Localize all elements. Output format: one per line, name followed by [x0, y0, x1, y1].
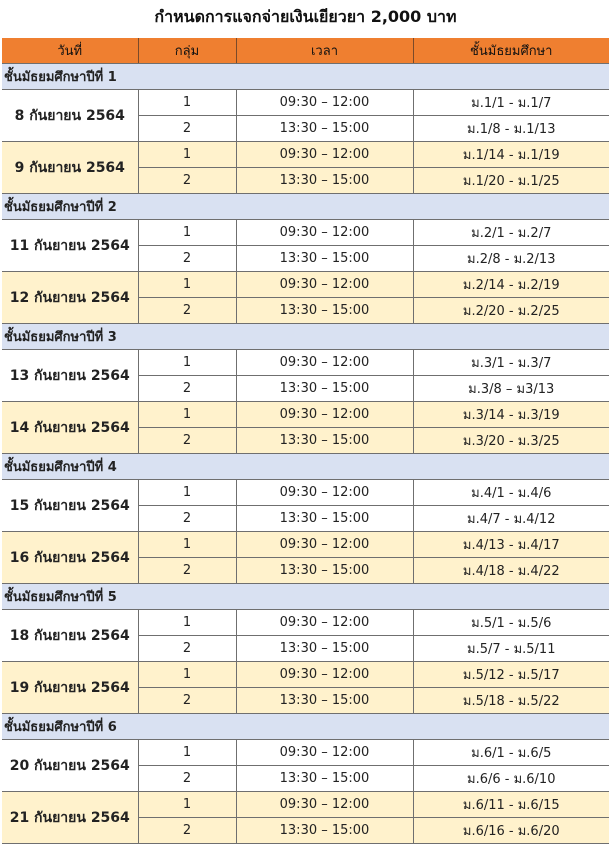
- group-cell: 2: [138, 766, 236, 792]
- time-cell: 09:30 – 12:00: [236, 142, 413, 168]
- level-label: ชั้นมัธยมศึกษาปีที่ 3: [2, 324, 609, 350]
- classes-cell: ม.5/7 - ม.5/11: [413, 636, 609, 662]
- group-cell: 1: [138, 662, 236, 688]
- group-cell: 1: [138, 792, 236, 818]
- header-classes: ชั้นมัธยมศึกษา: [413, 38, 609, 64]
- time-cell: 13:30 – 15:00: [236, 298, 413, 324]
- group-cell: 1: [138, 532, 236, 558]
- date-cell: 11 กันยายน 2564: [2, 220, 138, 272]
- header-group: กลุ่ม: [138, 38, 236, 64]
- time-cell: 09:30 – 12:00: [236, 740, 413, 766]
- time-cell: 13:30 – 15:00: [236, 688, 413, 714]
- group-cell: 1: [138, 142, 236, 168]
- date-cell: 16 กันยายน 2564: [2, 532, 138, 584]
- level-label: ชั้นมัธยมศึกษาปีที่ 1: [2, 64, 609, 90]
- classes-cell: ม.4/18 - ม.4/22: [413, 558, 609, 584]
- date-cell: 8 กันยายน 2564: [2, 90, 138, 142]
- classes-cell: ม.2/20 - ม.2/25: [413, 298, 609, 324]
- time-cell: 09:30 – 12:00: [236, 350, 413, 376]
- classes-cell: ม.5/1 - ม.5/6: [413, 610, 609, 636]
- date-cell: 21 กันยายน 2564: [2, 792, 138, 844]
- time-cell: 09:30 – 12:00: [236, 90, 413, 116]
- group-cell: 2: [138, 298, 236, 324]
- table-row: [2, 792, 609, 818]
- date-cell: 15 กันยายน 2564: [2, 480, 138, 532]
- time-cell: 09:30 – 12:00: [236, 610, 413, 636]
- date-cell: 9 กันยายน 2564: [2, 142, 138, 194]
- classes-cell: ม.2/1 - ม.2/7: [413, 220, 609, 246]
- classes-cell: ม.4/13 - ม.4/17: [413, 532, 609, 558]
- classes-cell: ม.3/1 - ม.3/7: [413, 350, 609, 376]
- group-cell: 2: [138, 558, 236, 584]
- time-cell: 13:30 – 15:00: [236, 428, 413, 454]
- group-cell: 1: [138, 480, 236, 506]
- header-time: เวลา: [236, 38, 413, 64]
- schedule-table: [2, 38, 609, 844]
- time-cell: 09:30 – 12:00: [236, 662, 413, 688]
- classes-cell: ม.6/6 - ม.6/10: [413, 766, 609, 792]
- group-cell: 1: [138, 740, 236, 766]
- group-cell: 1: [138, 272, 236, 298]
- level-row: [2, 454, 609, 480]
- group-cell: 2: [138, 246, 236, 272]
- classes-cell: ม.6/1 - ม.6/5: [413, 740, 609, 766]
- group-cell: 2: [138, 428, 236, 454]
- level-label: ชั้นมัธยมศึกษาปีที่ 5: [2, 584, 609, 610]
- level-label: ชั้นมัธยมศึกษาปีที่ 6: [2, 714, 609, 740]
- time-cell: 13:30 – 15:00: [236, 558, 413, 584]
- table-row: [2, 142, 609, 168]
- time-cell: 09:30 – 12:00: [236, 532, 413, 558]
- time-cell: 13:30 – 15:00: [236, 116, 413, 142]
- time-cell: 09:30 – 12:00: [236, 272, 413, 298]
- header-row: [2, 38, 609, 64]
- level-row: [2, 194, 609, 220]
- time-cell: 13:30 – 15:00: [236, 376, 413, 402]
- classes-cell: ม.4/7 - ม.4/12: [413, 506, 609, 532]
- group-cell: 1: [138, 350, 236, 376]
- date-cell: 18 กันยายน 2564: [2, 610, 138, 662]
- time-cell: 09:30 – 12:00: [236, 220, 413, 246]
- table-row: [2, 532, 609, 558]
- group-cell: 2: [138, 116, 236, 142]
- group-cell: 2: [138, 168, 236, 194]
- time-cell: 13:30 – 15:00: [236, 766, 413, 792]
- group-cell: 2: [138, 818, 236, 844]
- date-cell: 19 กันยายน 2564: [2, 662, 138, 714]
- table-row: [2, 90, 609, 116]
- group-cell: 2: [138, 506, 236, 532]
- level-label: ชั้นมัธยมศึกษาปีที่ 4: [2, 454, 609, 480]
- table-row: [2, 480, 609, 506]
- classes-cell: ม.2/14 - ม.2/19: [413, 272, 609, 298]
- time-cell: 13:30 – 15:00: [236, 168, 413, 194]
- time-cell: 13:30 – 15:00: [236, 636, 413, 662]
- classes-cell: ม.6/11 - ม.6/15: [413, 792, 609, 818]
- time-cell: 09:30 – 12:00: [236, 402, 413, 428]
- time-cell: 13:30 – 15:00: [236, 818, 413, 844]
- table-row: [2, 402, 609, 428]
- table-row: [2, 662, 609, 688]
- table-row: [2, 350, 609, 376]
- classes-cell: ม.3/8 – ม3/13: [413, 376, 609, 402]
- table-row: [2, 740, 609, 766]
- group-cell: 1: [138, 402, 236, 428]
- group-cell: 2: [138, 376, 236, 402]
- time-cell: 13:30 – 15:00: [236, 246, 413, 272]
- classes-cell: ม.1/20 - ม.1/25: [413, 168, 609, 194]
- classes-cell: ม.3/14 - ม.3/19: [413, 402, 609, 428]
- table-row: [2, 272, 609, 298]
- time-cell: 09:30 – 12:00: [236, 480, 413, 506]
- classes-cell: ม.3/20 - ม.3/25: [413, 428, 609, 454]
- level-row: [2, 64, 609, 90]
- classes-cell: ม.1/14 - ม.1/19: [413, 142, 609, 168]
- classes-cell: ม.1/8 - ม.1/13: [413, 116, 609, 142]
- level-label: ชั้นมัธยมศึกษาปีที่ 2: [2, 194, 609, 220]
- classes-cell: ม.6/16 - ม.6/20: [413, 818, 609, 844]
- classes-cell: ม.2/8 - ม.2/13: [413, 246, 609, 272]
- schedule-body: [2, 64, 609, 844]
- table-row: [2, 220, 609, 246]
- classes-cell: ม.5/18 - ม.5/22: [413, 688, 609, 714]
- group-cell: 2: [138, 688, 236, 714]
- table-row: [2, 610, 609, 636]
- group-cell: 1: [138, 610, 236, 636]
- date-cell: 12 กันยายน 2564: [2, 272, 138, 324]
- group-cell: 1: [138, 90, 236, 116]
- date-cell: 20 กันยายน 2564: [2, 740, 138, 792]
- level-row: [2, 584, 609, 610]
- time-cell: 13:30 – 15:00: [236, 506, 413, 532]
- level-row: [2, 714, 609, 740]
- level-row: [2, 324, 609, 350]
- classes-cell: ม.1/1 - ม.1/7: [413, 90, 609, 116]
- date-cell: 14 กันยายน 2564: [2, 402, 138, 454]
- date-cell: 13 กันยายน 2564: [2, 350, 138, 402]
- header-date: วันที่: [2, 38, 138, 64]
- classes-cell: ม.5/12 - ม.5/17: [413, 662, 609, 688]
- group-cell: 2: [138, 636, 236, 662]
- classes-cell: ม.4/1 - ม.4/6: [413, 480, 609, 506]
- page-title: กำหนดการแจกจ่ายเงินเยียวยา 2,000 บาท: [154, 7, 457, 26]
- group-cell: 1: [138, 220, 236, 246]
- time-cell: 09:30 – 12:00: [236, 792, 413, 818]
